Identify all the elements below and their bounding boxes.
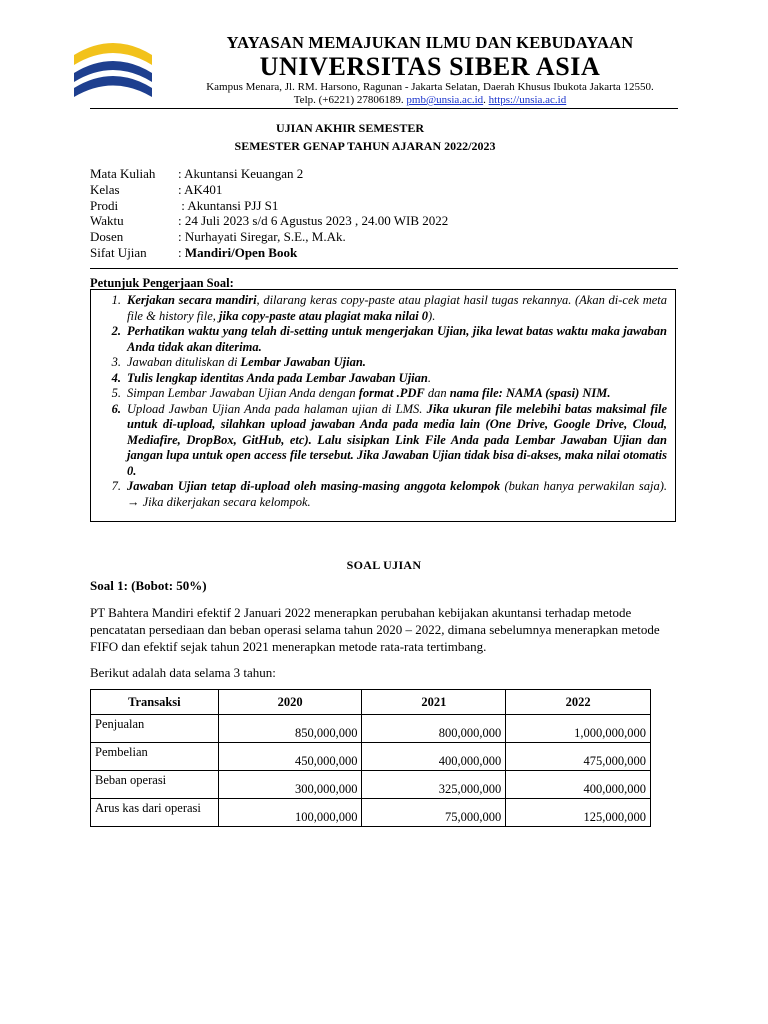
- instruction-text: dan: [424, 386, 450, 400]
- exam-type-value: Mandiri/Open Book: [184, 244, 298, 260]
- info-label: Dosen: [90, 229, 124, 245]
- table-row: [91, 743, 651, 771]
- table-cell: 325,000,000: [362, 771, 506, 799]
- table-cell: Beban operasi: [91, 771, 219, 799]
- instruction-text: Jika dikerjakan secara kelompok.: [139, 494, 311, 509]
- info-value: : Nurhayati Siregar, S.E., M.Ak.: [178, 229, 346, 245]
- table-cell: 850,000,000: [218, 715, 362, 743]
- info-label: Kelas: [90, 181, 120, 197]
- semester-title: SEMESTER GENAP TAHUN AJARAN 2022/2023: [234, 139, 496, 153]
- table-header: Transaksi: [91, 690, 219, 715]
- table-cell: 800,000,000: [362, 715, 506, 743]
- table-header: 2022: [506, 690, 651, 715]
- instruction-number: 3.: [111, 355, 121, 369]
- instruction-item: [111, 355, 667, 371]
- transactions-table: [90, 689, 651, 827]
- instruction-number: 7.: [111, 479, 121, 493]
- instructions-box: [90, 289, 676, 522]
- instruction-number: 1.: [111, 293, 121, 307]
- instruction-item: [111, 386, 667, 402]
- info-label: Waktu: [90, 213, 124, 229]
- instructions-label: Petunjuk Pengerjaan Soal:: [90, 276, 234, 290]
- instruction-text-bold: Jika ukuran file melebihi batas maksimal file untuk di-upload, silahkan upload jawaban Anda pada media lain (One Drive, Google Drive, Cloud, Mediafire, DropBox, GitHub, etc). Lalu sisipkan Link File Anda pada Lembar Jawaban Ujian dan jangan lupa untuk open access file tersebut. Jika Jawaban Ujian tidak bisa di-akses, maka nilai otomatis 0.: [127, 401, 667, 478]
- instruction-number: 5.: [111, 386, 121, 400]
- table-cell: 400,000,000: [506, 771, 651, 799]
- table-cell: Pembelian: [91, 743, 219, 771]
- info-label: Prodi: [90, 197, 119, 213]
- instruction-text: Upload Jawban Ujian Anda pada halaman ujian di LMS.: [127, 401, 427, 416]
- exam-title: UJIAN AKHIR SEMESTER: [275, 121, 425, 135]
- info-colon: :: [178, 244, 185, 260]
- table-cell: 125,000,000: [506, 799, 651, 827]
- table-header: 2021: [362, 690, 506, 715]
- table-cell: 450,000,000: [218, 743, 362, 771]
- instruction-text-bold: jika copy-paste atau plagiat maka nilai 0: [219, 308, 429, 323]
- instruction-text-bold: format .PDF: [358, 386, 425, 400]
- instruction-text: Jawaban dituliskan di: [127, 355, 241, 369]
- table-cell: 300,000,000: [218, 771, 362, 799]
- instruction-text: .: [427, 370, 431, 385]
- instruction-text-bold: nama file: NAMA (spasi) NIM.: [449, 386, 611, 400]
- info-divider: [90, 268, 678, 269]
- table-cell: Penjualan: [91, 715, 219, 743]
- website-link[interactable]: https://unsia.ac.id: [488, 94, 567, 106]
- arrow-right-icon: →: [127, 494, 140, 509]
- table-row: [91, 799, 651, 827]
- instruction-text-bold: Lembar Jawaban Ujian.: [240, 355, 366, 369]
- table-cell: 1,000,000,000: [506, 715, 651, 743]
- info-label: Mata Kuliah: [90, 166, 156, 181]
- instruction-text-bold: Kerjakan secara mandiri: [127, 293, 257, 307]
- university-logo-icon: [70, 33, 156, 97]
- instruction-item: [111, 370, 667, 387]
- data-intro: Berikut adalah data selama 3 tahun:: [90, 665, 276, 680]
- question-1-paragraph: PT Bahtera Mandiri efektif 2 Januari 2022 menerapkan perubahan kebijakan akuntansi terhadap metode pencatatan persediaan dan beban operasi selama tahun 2020 – 2022, dimana sebelumnya menerapkan metode FIFO dan efektif sejak tahun 2021 menerapkan metode rata-rata tertimbang.: [90, 605, 660, 654]
- instruction-number: 4.: [111, 370, 121, 385]
- instruction-number: 2.: [111, 324, 121, 338]
- table-cell: Arus kas dari operasi: [91, 799, 219, 827]
- phone-number: Telp. (+6221) 27806189.: [293, 94, 404, 106]
- header-divider: [90, 108, 678, 109]
- email-link[interactable]: pmb@unsia.ac.id: [406, 94, 484, 106]
- questions-title: SOAL UJIAN: [346, 558, 422, 572]
- instruction-item: [111, 479, 667, 510]
- instruction-text: ).: [428, 308, 436, 323]
- table-row: [91, 715, 651, 743]
- table-cell: 75,000,000: [362, 799, 506, 827]
- university-name: UNIVERSITAS SIBER ASIA: [259, 52, 601, 81]
- instruction-item: [111, 293, 667, 324]
- foundation-name: YAYASAN MEMAJUKAN ILMU DAN KEBUDAYAAN: [226, 33, 634, 52]
- instructions-list: [91, 290, 675, 510]
- table-cell: 475,000,000: [506, 743, 651, 771]
- instruction-text: (bukan hanya perwakilan saja).: [500, 479, 667, 493]
- instruction-text: , dilarang keras copy-paste atau plagiat hasil tugas rekannya. (Akan di-cek meta file & history file,: [127, 293, 667, 323]
- instruction-text: Simpan Lembar Jawaban Ujian Anda dengan: [127, 386, 359, 400]
- campus-address: Kampus Menara, Jl. RM. Harsono, Ragunan - Jakarta Selatan, Daerah Khusus Ibukota Jakarta 12550.: [206, 81, 654, 93]
- contact-line: Telp. (+6221) 27806189. pmb@unsia.ac.id. https://unsia.ac.id: [293, 94, 567, 106]
- instruction-text-bold: Jawaban Ujian tetap di-upload oleh masing-masing anggota kelompok: [127, 479, 501, 493]
- info-value: : Akuntansi Keuangan 2: [178, 166, 304, 181]
- info-label: Sifat Ujian: [90, 244, 147, 260]
- instruction-text-bold: Perhatikan waktu yang telah di-setting untuk mengerjakan Ujian, jika lewat batas waktu maka jawaban Anda tidak akan diterima.: [127, 324, 667, 354]
- table-header-row: [91, 690, 651, 715]
- table-cell: 400,000,000: [362, 743, 506, 771]
- instruction-item: [111, 401, 667, 480]
- table-header: 2020: [218, 690, 362, 715]
- instruction-text-bold: Tulis lengkap identitas Anda pada Lembar Jawaban Ujian: [127, 370, 428, 385]
- info-value: : 24 Juli 2023 s/d 6 Agustus 2023 , 24.00 WIB 2022: [178, 213, 449, 229]
- table-cell: 100,000,000: [218, 799, 362, 827]
- info-value: : AK401: [178, 181, 223, 197]
- question-1-label: Soal 1: (Bobot: 50%): [90, 578, 207, 593]
- info-value: [178, 245, 297, 261]
- table-row: [91, 771, 651, 799]
- instruction-item: [111, 324, 667, 355]
- instruction-number: 6.: [111, 401, 121, 416]
- info-value: : Akuntansi PJJ S1: [178, 197, 279, 213]
